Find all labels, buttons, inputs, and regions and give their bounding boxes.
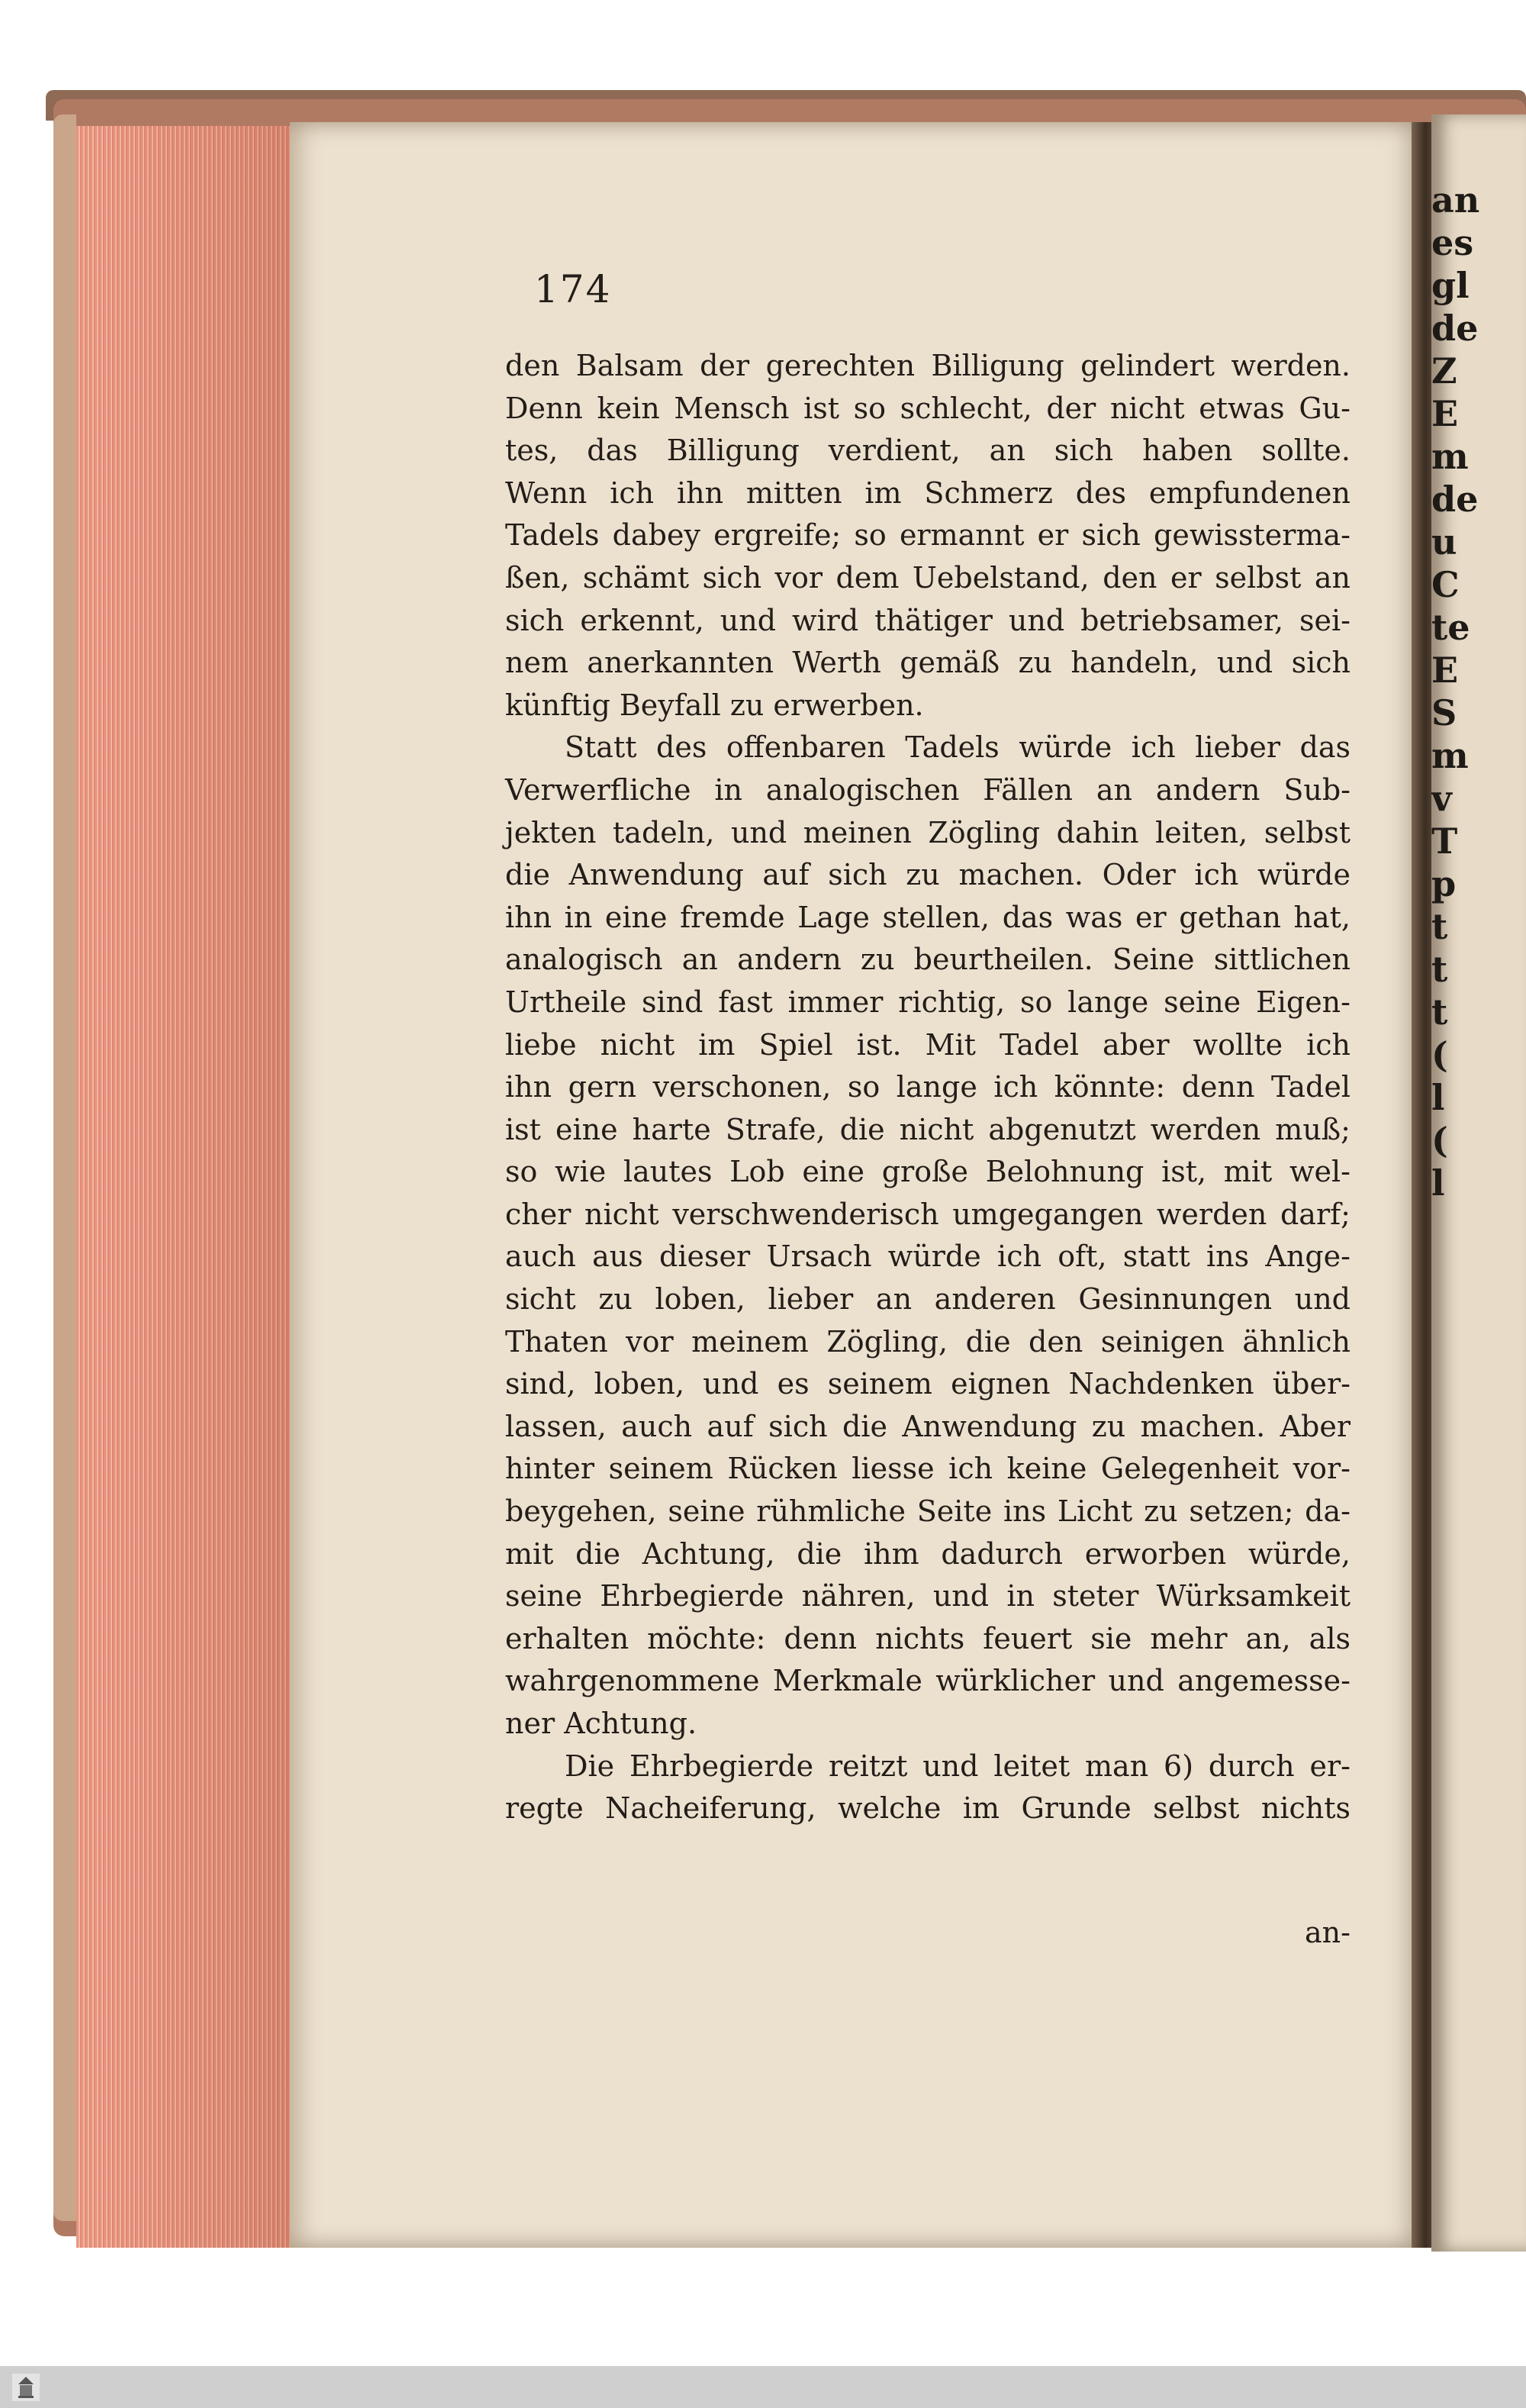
text-line: Urtheile sind fast immer richtig, so lange seine Eigen- (505, 985, 1351, 1019)
facing-page-fragment: S (1431, 692, 1457, 733)
text-line: Thaten vor meinem Zögling, die den seinigen ähnlich (505, 1324, 1351, 1359)
text-line: nem anerkannten Werth gemäß zu handeln, und sich (505, 646, 1351, 680)
paragraph-start-line: Die Ehrbegierde reitzt und leitet man 6) durch er- (565, 1749, 1351, 1783)
facing-page-fragment: de (1431, 308, 1479, 349)
text-line: die Anwendung auf sich zu machen. Oder ich würde (505, 858, 1351, 892)
text-line: auch aus dieser Ursach würde ich oft, statt ins Ange- (505, 1239, 1351, 1274)
facing-page-fragment: u (1431, 521, 1457, 563)
text-line: hinter seinem Rücken liesse ich keine Gelegenheit vor- (505, 1452, 1351, 1486)
facing-page-fragment: t (1431, 949, 1448, 990)
cover-edge (53, 114, 76, 2221)
facing-page-fragment: Z (1431, 350, 1457, 392)
facing-page-fragment: C (1431, 564, 1460, 605)
facing-page-fragment: m (1431, 735, 1469, 776)
facing-page-fragment: t (1431, 906, 1448, 947)
facing-page-fragment: de (1431, 479, 1479, 520)
facing-page-fragment: ( (1431, 1034, 1448, 1075)
facing-page-fragment: t (1431, 991, 1448, 1033)
text-line: erhalten möchte: denn nichts feuert sie mehr an, als (505, 1621, 1351, 1655)
facing-page-fragment: p (1431, 863, 1457, 904)
text-line: Denn kein Mensch ist so schlecht, der nicht etwas Gu- (505, 391, 1351, 425)
facing-page-fragment: gl (1431, 265, 1470, 306)
facing-page-fragment: E (1431, 650, 1459, 691)
text-line: sich erkennt, und wird thätiger und betriebsamer, sei- (505, 603, 1351, 637)
text-line: ßen, schämt sich vor dem Uebelstand, den er selbst an (505, 560, 1351, 595)
text-line: beygehen, seine rühmliche Seite ins Licht zu setzen; da- (505, 1494, 1351, 1529)
library-logo-icon (11, 2372, 41, 2403)
text-line: ner Achtung. (505, 1707, 697, 1740)
text-line: ist eine harte Strafe, die nicht abgenutzt werden muß; (505, 1112, 1351, 1146)
text-line: künftig Beyfall zu erwerben. (505, 688, 924, 722)
text-line: lassen, auch auf sich die Anwendung zu machen. Aber (505, 1409, 1351, 1443)
facing-page-fragment: E (1431, 393, 1459, 434)
facing-page (1431, 114, 1526, 2252)
paragraph-start-line: Statt des offenbaren Tadels würde ich lieber das (565, 730, 1351, 765)
facing-page-fragment: T (1431, 820, 1458, 862)
text-line: ihn in eine fremde Lage stellen, das was er gethan hat, (505, 900, 1351, 934)
facing-page-fragment: l (1431, 1162, 1445, 1204)
facing-page-fragment: l (1431, 1077, 1445, 1118)
facing-page-fragment: es (1431, 222, 1474, 263)
text-line: ihn gern verschonen, so lange ich könnte: denn Tadel (505, 1070, 1351, 1104)
page-number: 174 (534, 267, 612, 311)
catchword: an- (1305, 1916, 1351, 1949)
text-line: sind, loben, und es seinem eignen Nachdenken über- (505, 1367, 1351, 1401)
text-line: tes, das Billigung verdient, an sich haben sollte. (505, 434, 1351, 468)
text-line: mit die Achtung, die ihm dadurch erworben würde, (505, 1536, 1351, 1571)
text-line: den Balsam der gerechten Billigung gelindert werden. (505, 349, 1351, 382)
facing-page-fragment: m (1431, 436, 1469, 477)
text-line: so wie lautes Lob eine große Belohnung ist, mit wel- (505, 1155, 1351, 1189)
text-line: regte Nacheiferung, welche im Grunde selbst nichts (505, 1791, 1351, 1826)
body-text (505, 345, 1351, 2001)
text-line: sicht zu loben, lieber an anderen Gesinnungen und (505, 1282, 1351, 1317)
text-line: cher nicht verschwenderisch umgegangen werden darf; (505, 1197, 1351, 1231)
facing-page-fragment: te (1431, 607, 1470, 648)
facing-page-fragment: v (1431, 778, 1452, 819)
facing-page-fragment: ( (1431, 1120, 1448, 1161)
text-line: jekten tadeln, und meinen Zögling dahin leiten, selbst (505, 815, 1351, 849)
text-line: analogisch an andern zu beurtheilen. Seine sittlichen (505, 943, 1351, 977)
text-line: seine Ehrbegierde nähren, und in steter Würksamkeit (505, 1579, 1351, 1613)
text-line: liebe nicht im Spiel ist. Mit Tadel aber wollte ich (505, 1027, 1351, 1062)
text-line: Tadels dabey ergreife; so ermannt er sich gewissterma- (505, 518, 1351, 553)
facing-page-fragment: an (1431, 179, 1480, 221)
page-edges-shade (76, 126, 294, 2248)
text-line: Wenn ich ihn mitten im Schmerz des empfundenen (505, 475, 1351, 510)
viewer-bottom-bar (0, 2366, 1526, 2408)
text-line: wahrgenommene Merkmale würklicher und angemesse- (505, 1664, 1351, 1698)
text-line: Verwerfliche in analogischen Fällen an andern Sub- (505, 772, 1351, 807)
